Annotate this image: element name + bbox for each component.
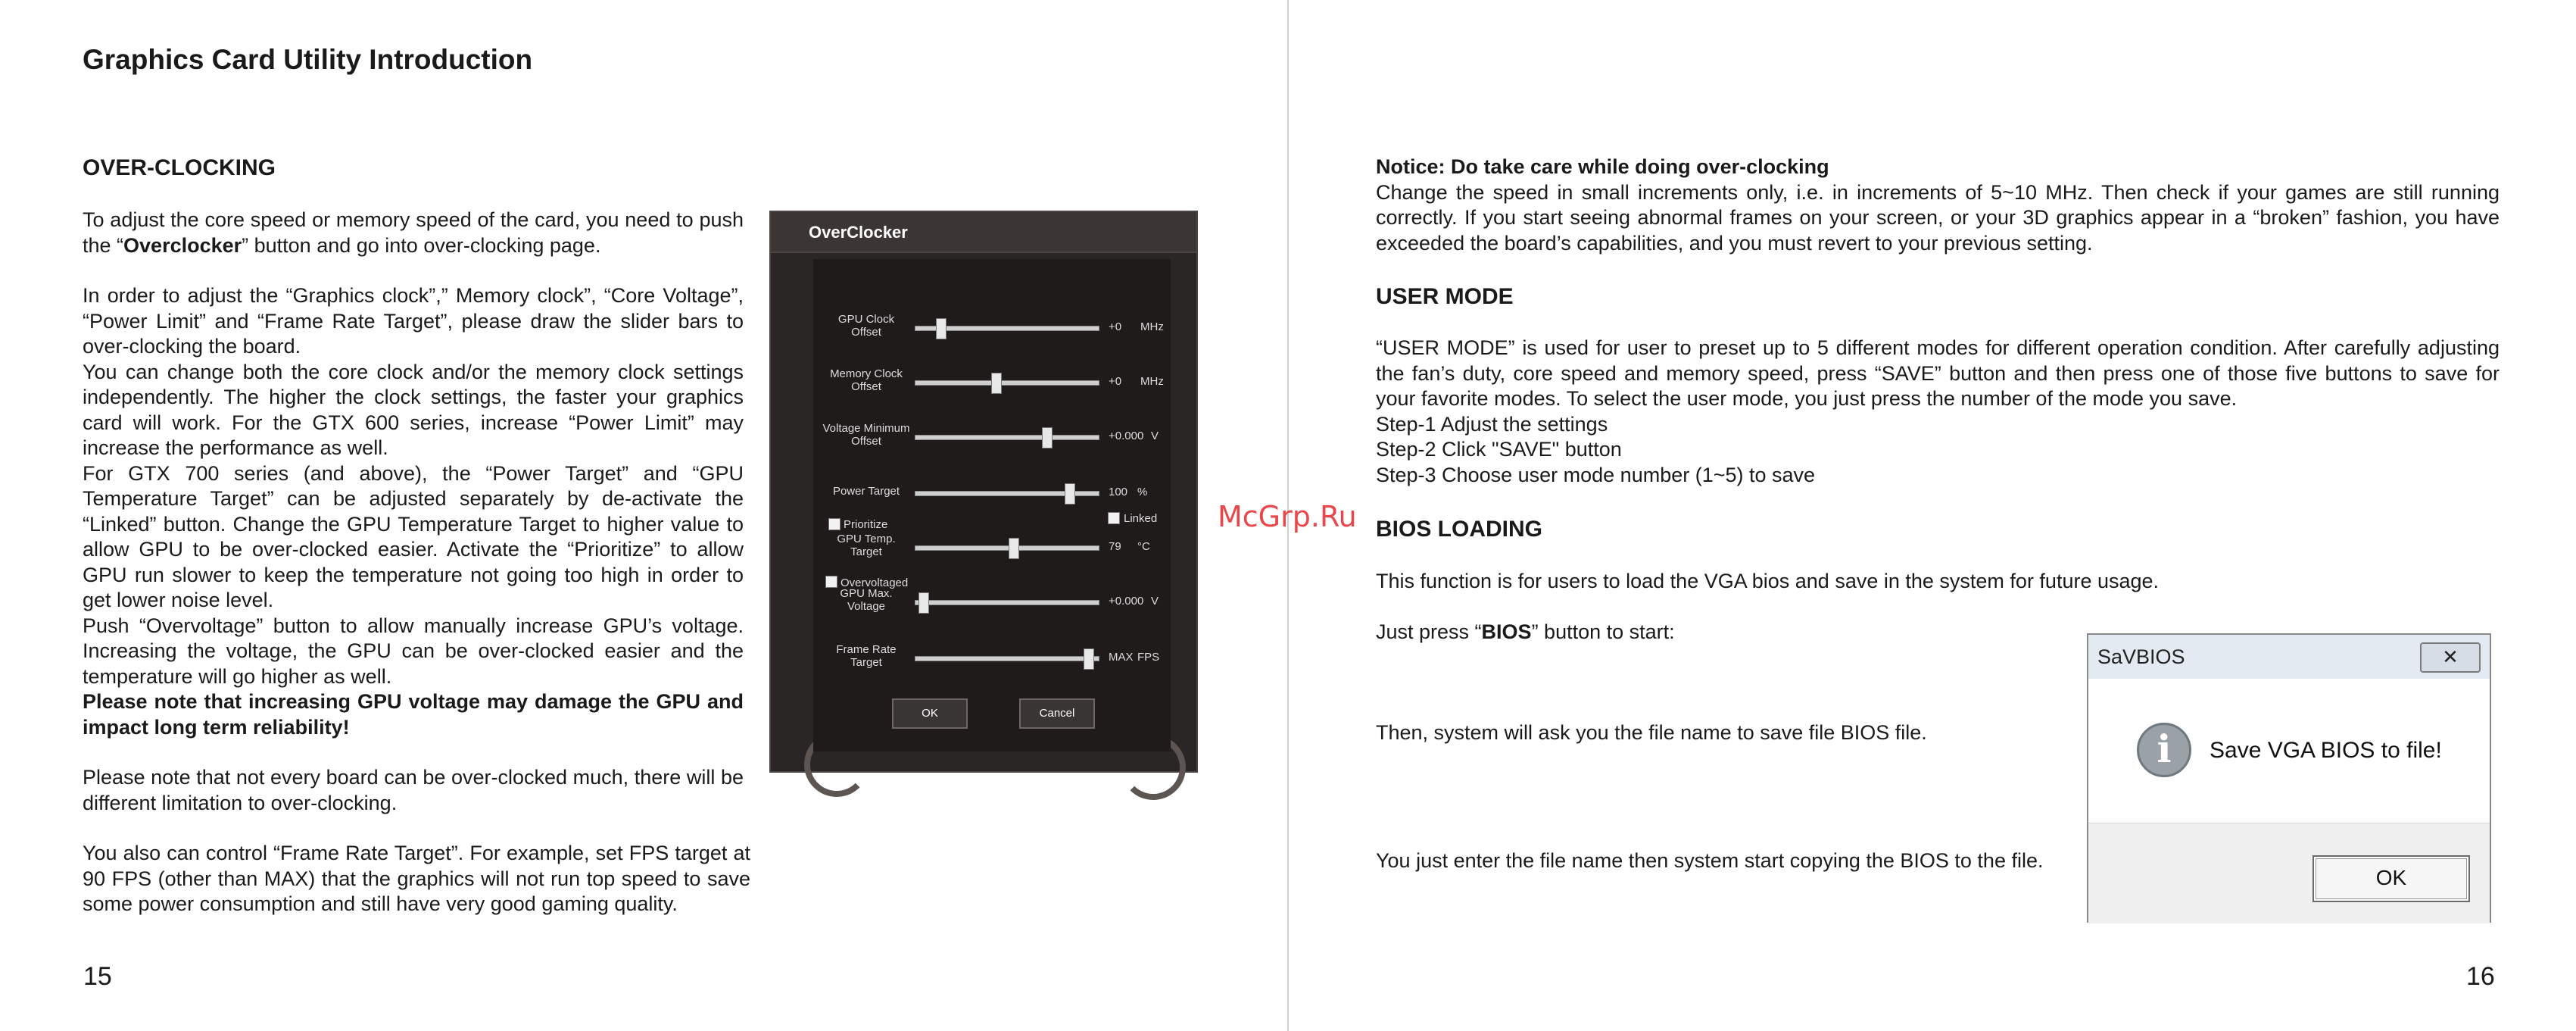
bios-enter-text: You just enter the file name then system start copying the BIOS to the file. [1376, 849, 2044, 872]
slider-label-line1: Memory Clock [830, 367, 903, 380]
slider-label [821, 422, 912, 448]
slider-value: 79 [1109, 540, 1121, 553]
slider-value: +0 [1109, 375, 1122, 388]
dialog-ok-button[interactable]: OK [2312, 855, 2470, 902]
section-title-user-mode: USER MODE [1376, 284, 1514, 309]
slider-value: +0.000 [1109, 430, 1144, 442]
slider-value: +0.000 [1109, 595, 1144, 608]
slider-track[interactable] [915, 545, 1099, 551]
slider-label [821, 587, 912, 613]
info-icon: i [2137, 723, 2191, 777]
linked-label: Linked [1124, 512, 1158, 525]
bios-text: This function is for users to load the VGA bios and save in the system for future usage. [1376, 570, 2160, 592]
slider-unit: V [1151, 430, 1159, 442]
slider-label-line2: Voltage [847, 600, 886, 613]
linked-checkbox[interactable] [1108, 512, 1120, 524]
step-2: Step-2 Click "SAVE" button [1376, 438, 1622, 461]
overclocker-titlebar [771, 212, 1196, 253]
paragraph-warning: Please note that increasing GPU voltage may damage the GPU and impact long term reliability! [83, 690, 744, 739]
slider-label-line2: Offset [851, 435, 881, 448]
slider-label [821, 485, 912, 498]
overclocker-panel [813, 259, 1171, 751]
slider-label [821, 313, 912, 339]
paragraph-frame-rate: You also can control “Frame Rate Target”. For example, set FPS target at 90 FPS (other than MAX) that the graphics will not run top speed to save some power consumption and still have very good gaming quality. [83, 842, 750, 915]
paragraph-independent: You can change both the core clock and/or the memory clock settings independently. The higher the clock settings, the faster your graphics card will work. For the GTX 600 series, increase “Power Limit” may increase the performance as well. [83, 360, 744, 459]
section-title-overclocking: OVER-CLOCKING [83, 155, 276, 180]
slider-value: MAX [1109, 651, 1134, 664]
savbios-dialog [2087, 633, 2491, 923]
overvoltaged-checkbox[interactable] [825, 576, 837, 588]
slider-label-line2: Offset [851, 380, 881, 393]
paragraph-limitation: Please note that not every board can be over-clocked much, there will be different limitation to over-clocking. [83, 766, 744, 814]
paragraph-intro: To adjust the core speed or memory speed of the card, you need to push the “Overclocker” button and go into over-clocking page. [83, 208, 744, 257]
close-icon[interactable]: ✕ [2420, 642, 2481, 673]
paragraph-gtx700: For GTX 700 series (and above), the “Power Target” and “GPU Temperature Target” can be adjusted separately by de-activate the “Linked” button. Change the GPU Temperature Target to higher value to allow GPU to be over-clocked easier. Activate the “Prioritize” to allow GPU run slower to keep the temperature not going too high in order to get lower noise level. [83, 461, 744, 611]
slider-thumb[interactable] [1009, 538, 1019, 559]
slider-thumb[interactable] [991, 373, 1002, 394]
slider-track[interactable] [915, 600, 1099, 605]
slider-unit: °C [1137, 540, 1150, 553]
prioritize-checkbox[interactable] [828, 518, 840, 530]
slider-unit: V [1151, 595, 1159, 608]
slider-label-line1: Power Target [832, 485, 900, 498]
watermark: McGrp.Ru [1218, 500, 1357, 533]
dialog-message: Save VGA BIOS to file! [2210, 738, 2442, 763]
slider-label-line2: Offset [851, 326, 881, 339]
overvoltaged-label: Overvoltaged [840, 576, 909, 589]
page-number-left: 15 [83, 962, 112, 991]
paragraph-adjust: In order to adjust the “Graphics clock”,” Memory clock”, “Core Voltage”, “Power Limit” and “Frame Rate Target”, please draw the slider bars to over-clocking the board. [83, 284, 744, 358]
bios-press-text: Just press “BIOS” button to start: [1376, 620, 1675, 643]
slider-value: 100 [1109, 486, 1128, 498]
slider-track[interactable] [915, 380, 1099, 386]
slider-label [821, 533, 912, 558]
slider-thumb[interactable] [918, 592, 929, 614]
prioritize-label: Prioritize [844, 518, 888, 531]
overclocker-window [769, 211, 1198, 773]
slider-label [821, 643, 912, 669]
dialog-footer [2088, 823, 2490, 923]
slider-value: +0 [1109, 320, 1122, 333]
slider-unit: MHz [1140, 375, 1164, 388]
step-1: Step-1 Adjust the settings [1376, 412, 1608, 436]
notice-title: Notice: Do take care while doing over-clocking [1376, 155, 1829, 178]
overclocking-text [83, 208, 750, 917]
slider-thumb[interactable] [1065, 483, 1075, 505]
dialog-titlebar [2088, 635, 2490, 680]
slider-label-line1: Voltage Minimum [822, 422, 910, 435]
user-mode-block [1376, 336, 2500, 488]
slider-label [821, 367, 912, 393]
step-3: Step-3 Choose user mode number (1~5) to save [1376, 463, 1816, 486]
dialog-body [2088, 679, 2490, 823]
slider-track[interactable] [915, 656, 1099, 661]
paragraph-overvoltage: Push “Overvoltage” button to allow manually increase GPU’s voltage. Increasing the voltage, the GPU can be over-clocked easier and the temperature will go higher as well. [83, 614, 744, 688]
page-header: Graphics Card Utility Introduction [83, 44, 533, 75]
notice-text: Change the speed in small increments only, i.e. in increments of 5~10 MHz. Then check if your games are still running correctly. If you start seeing abnormal frames on your screen, or your 3D graphics appear in a “broken” fashion, you have exceeded the board’s capabilities, and you must revert to your previous setting. [1376, 180, 2500, 255]
slider-label-line1: GPU Clock [837, 313, 895, 326]
dialog-title: SaVBIOS [2097, 645, 2185, 668]
ok-button[interactable]: OK [892, 698, 968, 729]
slider-unit: FPS [1137, 651, 1160, 664]
slider-label-line1: Frame Rate [836, 643, 897, 656]
slider-label-line2: Target [850, 656, 882, 669]
slider-thumb[interactable] [1084, 648, 1094, 670]
slider-unit: MHz [1140, 320, 1164, 333]
page-number-right: 16 [2466, 962, 2495, 991]
slider-track[interactable] [915, 435, 1099, 440]
user-mode-text: “USER MODE” is used for user to preset up to 5 different modes for different operation condition. After carefully adjusting the fan’s duty, core speed and memory speed, press “SAVE” button and then press one of those five buttons to save for your favorite modes. To select the user mode, you just press the number of the mode you save. [1376, 336, 2500, 410]
slider-thumb[interactable] [1042, 427, 1053, 448]
slider-label-line1: GPU Max. [840, 587, 893, 600]
bios-then-text: Then, system will ask you the file name to save file BIOS file. [1376, 721, 1927, 744]
slider-thumb[interactable] [936, 318, 947, 339]
slider-unit: % [1137, 486, 1148, 498]
cancel-button[interactable]: Cancel [1019, 698, 1095, 729]
slider-label-line1: GPU Temp. [837, 533, 896, 545]
notice-block [1376, 155, 2500, 256]
slider-label-line2: Target [850, 545, 882, 558]
section-title-bios: BIOS LOADING [1376, 517, 1543, 542]
overclocker-title: OverClocker [809, 223, 908, 242]
